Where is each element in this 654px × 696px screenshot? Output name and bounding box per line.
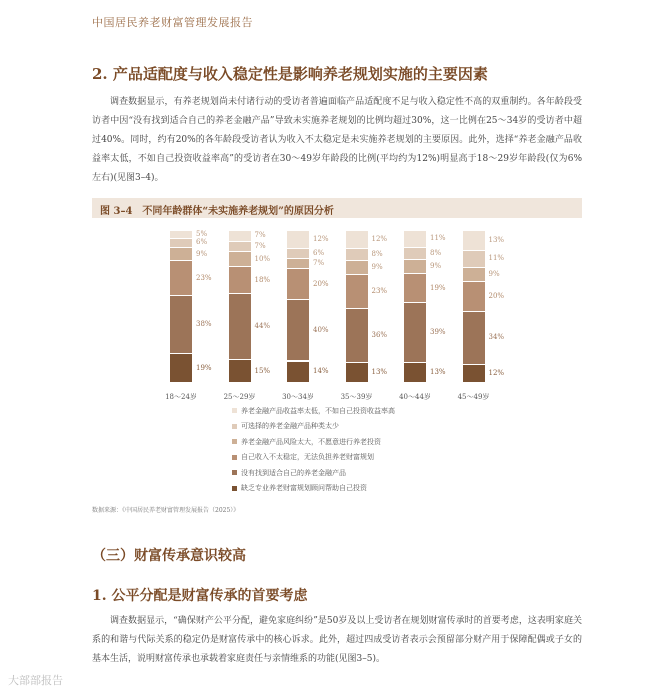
bar-segment (346, 261, 368, 274)
bar-segment (170, 261, 192, 295)
data-label: 10% (254, 254, 271, 263)
bar-segment (463, 282, 485, 312)
data-label: 7% (254, 231, 266, 240)
bar-segment (229, 231, 251, 241)
legend-label: 可选择的养老金融产品种类太少 (241, 422, 339, 431)
legend-item (232, 481, 395, 497)
data-label: 13% (430, 368, 446, 377)
figure-caption-bar (92, 198, 582, 218)
legend-item (232, 403, 395, 419)
data-label: 34% (488, 333, 505, 342)
bar-segment (170, 296, 192, 353)
data-label: 6% (313, 249, 325, 258)
data-label: 9% (371, 262, 383, 271)
legend-swatch (232, 408, 237, 413)
bar-segment (404, 303, 426, 362)
data-label: 12% (488, 368, 505, 377)
data-label: 14% (313, 367, 329, 376)
bar-segment (229, 360, 251, 382)
figure-caption: 图 3–4 不同年龄群体“未实施养老规划”的原因分析 (100, 206, 334, 217)
data-label: 8% (430, 249, 442, 258)
x-tick-label: 30～34岁 (282, 393, 314, 401)
section-heading: 2. 产品适配度与收入稳定性是影响养老规划实施的主要因素 (92, 65, 488, 83)
watermark-logo: 大部部报告 (8, 674, 63, 687)
bar-segment (463, 268, 485, 281)
bar-segment (170, 248, 192, 261)
bar-segment (229, 294, 251, 359)
section-heading: （三）财富传承意识较高 (92, 548, 246, 564)
body-paragraph: 调查数据显示，有养老规划尚未付诸行动的受访者普遍面临产品适配度不足与收入稳定性不高的双重制约。各年龄段受访者中因“没有找到适合自己的养老金融产品”导致未实施养老规划的比例均超过30%，这一比例在25～34岁的受访者中超过40%。同时，约有20%的各年龄段受访者认为收入不太稳定是未实施养老规划的主要原因。此外，选择“养老金融产品收益率太低，不如自己投资收益率高”的受访者在30～49岁年龄段的比例(平均约为12%)明显高于18～29岁年龄段(仅为6%左右)(见图3–4)。 (92, 97, 582, 183)
bar-segment (463, 231, 485, 250)
bar-segment (404, 260, 426, 273)
bar-segment (346, 275, 368, 309)
chart-legend (232, 403, 395, 496)
bar-segment (170, 231, 192, 238)
bar-segment (287, 300, 309, 360)
data-label: 20% (488, 292, 505, 301)
bar-segment (229, 252, 251, 266)
x-tick-label: 25～29岁 (223, 393, 256, 401)
data-label: 12% (313, 235, 329, 244)
bar-segment (229, 242, 251, 252)
data-label: 19% (196, 363, 212, 372)
bar-segment (346, 231, 368, 248)
figure-source: 数据来源：《中国居民养老财富管理发展报告（2025）》 (92, 507, 240, 514)
data-label: 44% (254, 322, 271, 331)
data-label: 15% (254, 366, 271, 375)
data-label: 20% (313, 279, 329, 288)
data-label: 40% (313, 325, 329, 334)
bar-segment (346, 309, 368, 362)
data-label: 38% (196, 320, 212, 329)
data-label: 6% (196, 238, 208, 247)
legend-item (232, 434, 395, 450)
data-label: 23% (371, 286, 388, 295)
data-label: 11% (430, 234, 446, 243)
bar-segment (404, 248, 426, 259)
legend-label: 养老金融产品收益率太低，不如自己投资收益率高 (241, 406, 395, 415)
data-label: 12% (371, 235, 388, 244)
legend-swatch (232, 439, 237, 444)
legend-swatch (232, 486, 237, 491)
data-label: 7% (254, 241, 266, 250)
x-tick-label: 45～49岁 (457, 393, 490, 401)
data-label: 8% (371, 250, 383, 259)
legend-label: 自己收入不太稳定，无法负担养老财富规划 (241, 453, 374, 462)
data-label: 39% (430, 328, 446, 337)
bar-segment (287, 269, 309, 299)
stacked-bar-chart (92, 222, 582, 402)
legend-swatch (232, 470, 237, 475)
legend-label: 没有找到适合自己的养老金融产品 (241, 468, 346, 477)
bar-segment (346, 363, 368, 382)
data-label: 23% (196, 273, 212, 282)
subsection-heading: 1. 公平分配是财富传承的首要考虑 (92, 588, 308, 604)
bar-segment (287, 231, 309, 248)
data-label: 18% (254, 275, 271, 284)
bar-segment (287, 259, 309, 269)
bar-segment (404, 274, 426, 302)
legend-item (232, 450, 395, 466)
running-header: 中国居民养老财富管理发展报告 (92, 16, 253, 29)
legend-item (232, 419, 395, 435)
bar-segment (404, 363, 426, 382)
data-label: 7% (313, 259, 325, 267)
bar-segment (170, 239, 192, 247)
legend-label: 养老金融产品风险太大，不愿意进行养老投资 (241, 437, 381, 446)
bar-segment (463, 312, 485, 363)
bar-segment (287, 249, 309, 257)
x-tick-label: 40～44岁 (399, 393, 431, 401)
legend-label: 缺乏专业养老财富规划顾问帮助自己投资 (241, 484, 367, 493)
data-label: 13% (371, 368, 388, 377)
data-label: 13% (488, 235, 505, 244)
data-label: 5% (196, 229, 208, 238)
bar-segment (463, 251, 485, 267)
legend-swatch (232, 455, 237, 460)
data-label: 9% (488, 269, 500, 278)
data-label: 11% (488, 254, 505, 263)
data-label: 36% (371, 331, 388, 340)
bar-segment (404, 231, 426, 247)
legend-item (232, 465, 395, 481)
bar-segment (463, 365, 485, 382)
x-tick-label: 18～24岁 (165, 393, 197, 401)
body-paragraph: 调查数据显示，“确保财产公平分配，避免家庭纠纷”是50岁及以上受访者在规划财富传承时的首要考虑，这表明家庭关系的和谐与代际关系的稳定仍是财富传承中的核心诉求。此外，超过四成受访者表示会预留部分财产用于保障配偶或子女的基本生活，说明财富传承也承载着家庭责任与亲情维系的功能(见图3–5)。 (92, 616, 582, 664)
x-tick-label: 35～39岁 (340, 393, 373, 401)
data-label: 19% (430, 283, 446, 292)
data-label: 9% (196, 249, 208, 258)
bar-segment (287, 362, 309, 382)
data-label: 9% (430, 262, 442, 271)
bar-segment (170, 354, 192, 382)
legend-swatch (232, 424, 237, 429)
bar-segment (229, 267, 251, 293)
bar-segment (346, 249, 368, 260)
